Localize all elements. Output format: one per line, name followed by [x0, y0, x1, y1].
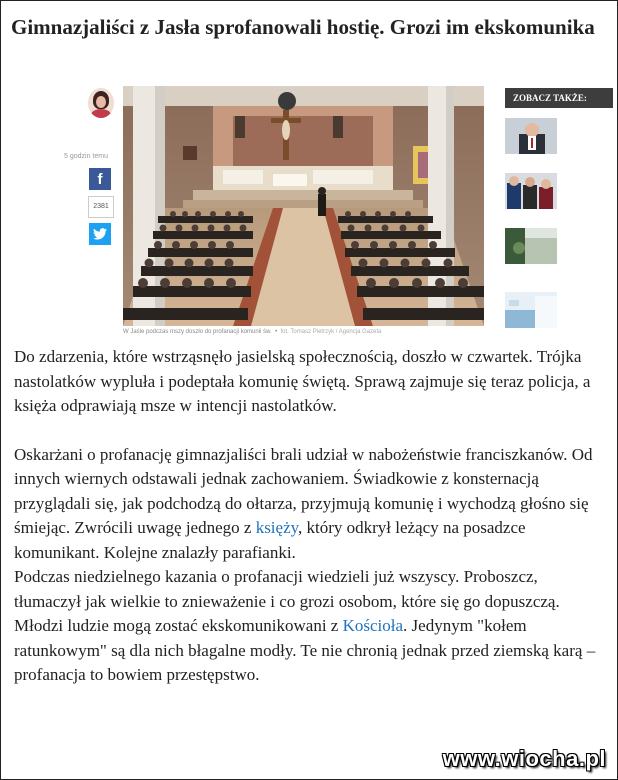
paragraph-3-text-b: . Jedynym "kołem ratunkowym" są dla nich błagalne modły. Te nie chronią jednak przed ziemską karą – profanacja to bowiem przestępstwo. [14, 616, 596, 684]
link-kosciola[interactable]: Kościoła [342, 616, 404, 635]
article-paragraph-1: Do zdarzenia, które wstrząsnęło jasielską społecznością, doszło w czwartek. Trójka nastolatków wypluła i podeptała komunię świętą. Sprawą zajmuje się teraz policja, a księża odprawiają msze w intencji nastolatków. [14, 347, 591, 415]
publish-timestamp: 5 godzin temu [64, 153, 108, 160]
facebook-share-icon[interactable]: f [89, 168, 111, 190]
paragraph-2-text-a: Oskarżani o profanację gimnazjaliści brali udział w nabożeństwie franciszkanów. Od innych wiernych odstawali jednak zachowaniem. Świadkowie z konsternacją przyglądali się, jak podchodzą do ołtarza, przyjmują komunię i wychodzą głośno się śmiejąc. Zwrócili uwagę jednego z [14, 444, 593, 537]
photo-caption: W Jaśle podczas mszy doszło do profanacji komunii św. • fot. Tomasz Pietrzyk / Agencja Gazeta [123, 329, 382, 335]
article-paragraph-2 [14, 443, 608, 566]
photo-credit: fot. Tomasz Pietrzyk / Agencja Gazeta [280, 329, 382, 335]
related-thumb-3[interactable] [505, 228, 557, 264]
share-count: 2381 [88, 196, 114, 218]
article-headline: Gimnazjaliści z Jasła sprofanowali hostię. Grozi im ekskomunika [11, 15, 595, 39]
article-paragraph-3 [14, 565, 608, 688]
author-avatar[interactable] [88, 88, 114, 118]
article-photo-church-interior[interactable] [123, 86, 484, 326]
related-thumb-4[interactable] [505, 292, 557, 328]
paragraph-2-text-b: , który odkrył leżący na posadzce komunikant. Kolejne znalazły parafianki. [14, 518, 526, 562]
photo-caption-text: W Jaśle podczas mszy doszło do profanacji komunii św. [123, 329, 272, 335]
related-thumb-2[interactable] [505, 173, 557, 209]
site-watermark: www.wiocha.pl [442, 746, 606, 771]
link-ksiezy[interactable]: księży [255, 518, 299, 537]
paragraph-3-text-a: Podczas niedzielnego kazania o profanacji wiedzieli już wszyscy. Proboszcz, tłumaczył jak wielkie to znieważenie i co grozi osobom, które się go dopuszczą. Młodzi ludzie mogą zostać ekskomunikowani z [14, 567, 560, 635]
related-thumb-1[interactable] [505, 118, 557, 154]
article-body [14, 345, 608, 688]
see-also-header: ZOBACZ TAKŻE: [505, 88, 613, 108]
twitter-share-icon[interactable] [89, 223, 111, 245]
